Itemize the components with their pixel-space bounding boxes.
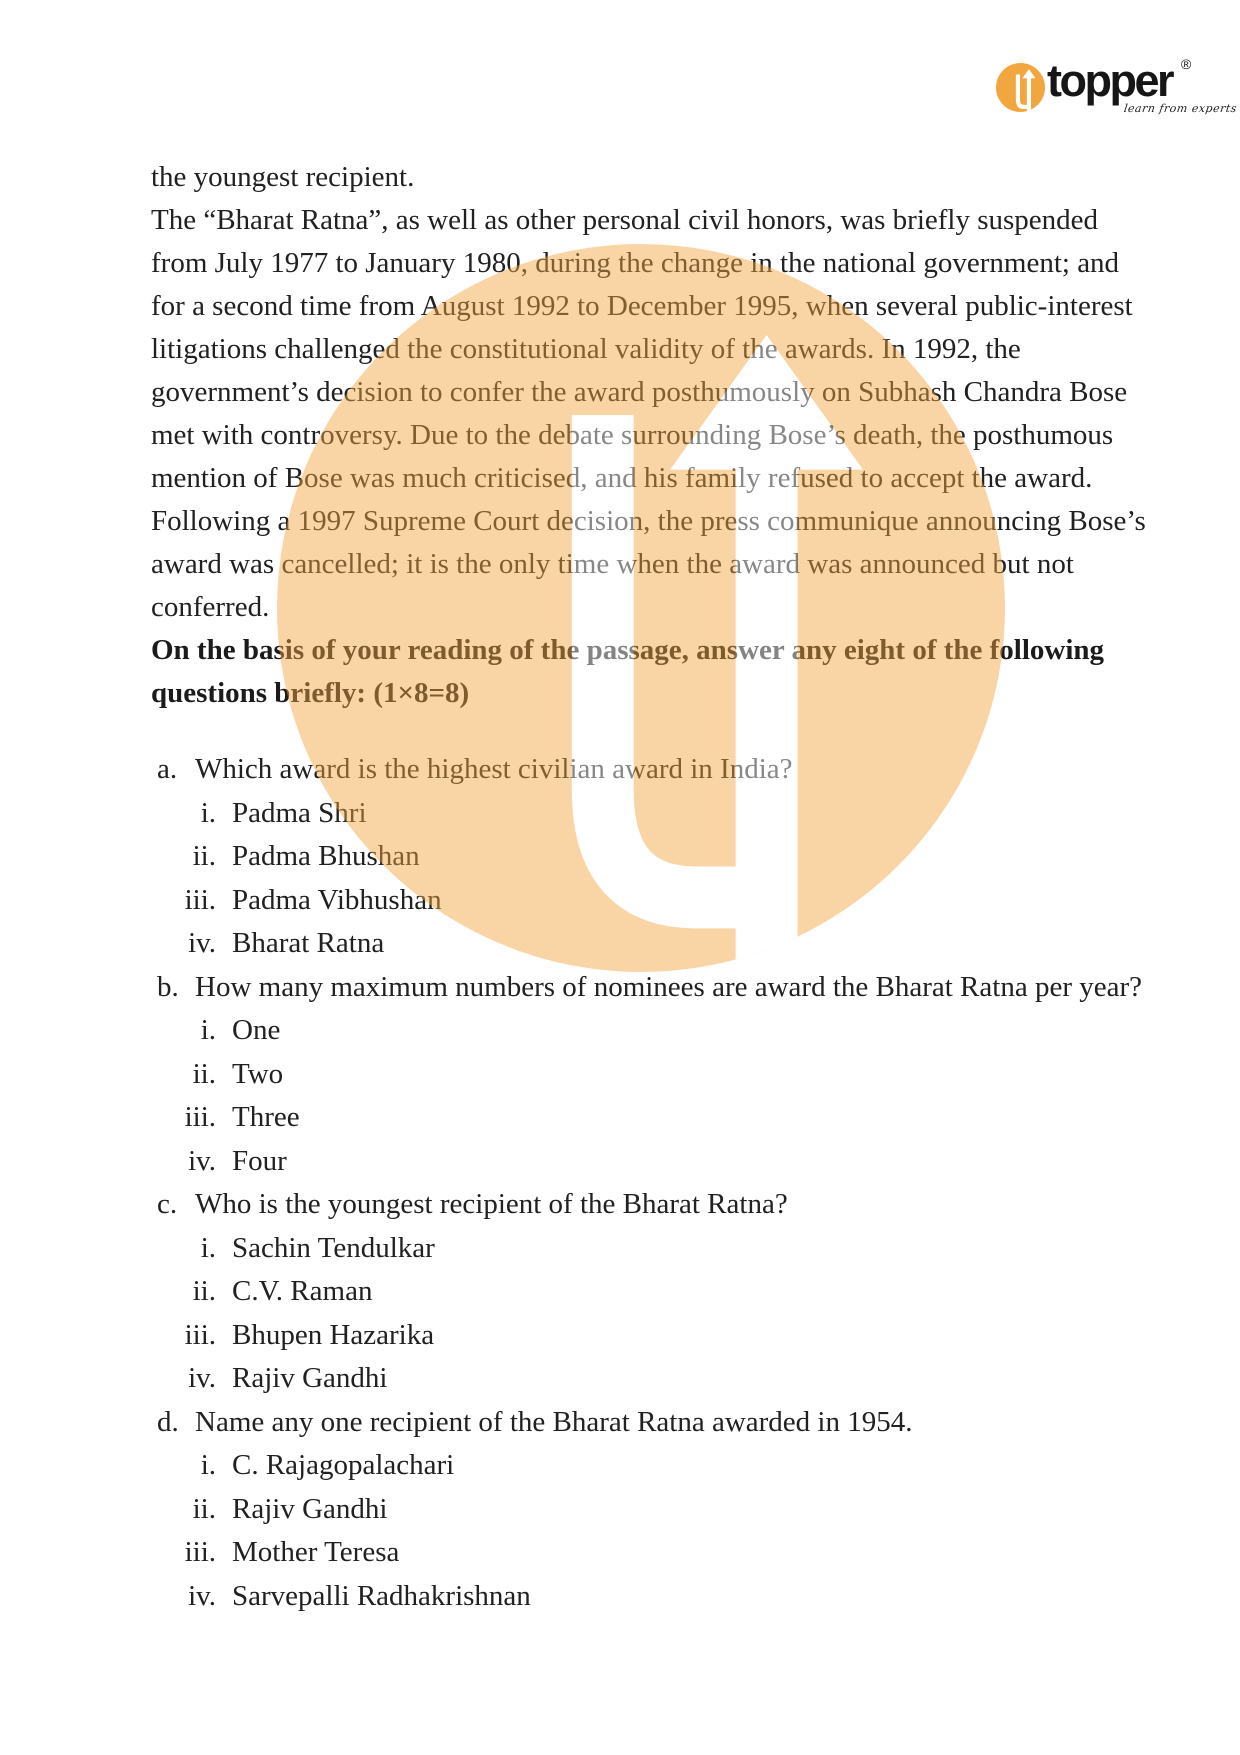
passage-line: litigations challenged the constitutional validity of the awards. In 1992, the xyxy=(151,333,1021,365)
option-text: Three xyxy=(232,1101,300,1133)
option-row xyxy=(151,1444,1161,1488)
option-text: Four xyxy=(232,1144,287,1177)
brand-tagline: learn from experts xyxy=(1123,102,1238,115)
option-numeral: i. xyxy=(200,1231,216,1264)
option-text: Bharat Ratna xyxy=(232,927,385,959)
option-numeral: ii. xyxy=(192,1275,216,1307)
passage-line: The “Bharat Ratna”, as well as other personal civil honors, was briefly suspended xyxy=(151,204,1099,236)
document-content xyxy=(151,156,1161,1618)
option-text: Sarvepalli Radhakrishnan xyxy=(232,1579,531,1612)
question-text: Name any one recipient of the Bharat Ratna awarded in 1954. xyxy=(195,1405,913,1438)
option-text: Sachin Tendulkar xyxy=(232,1231,435,1264)
option-row xyxy=(151,1096,1161,1140)
passage-line: award was cancelled; it is the only time when the award was announced but not xyxy=(151,548,1074,580)
option-text: Mother Teresa xyxy=(232,1536,400,1568)
passage-line: mention of Bose was much criticised, and his family refused to accept the award. xyxy=(151,462,1093,494)
option-row xyxy=(151,792,1161,836)
question-label: a. xyxy=(157,753,178,785)
option-numeral: iii. xyxy=(184,1536,216,1568)
option-numeral: i. xyxy=(200,796,216,829)
passage xyxy=(151,156,1161,629)
question-row xyxy=(151,1401,1161,1445)
option-numeral: iv. xyxy=(188,927,216,959)
option-row xyxy=(151,1227,1161,1271)
option-numeral: iv. xyxy=(188,1579,216,1612)
option-row xyxy=(151,1140,1161,1184)
utopper-logo-icon xyxy=(996,63,1045,112)
option-row xyxy=(151,1314,1161,1358)
option-numeral: iv. xyxy=(188,1362,216,1394)
option-text: Bhupen Hazarika xyxy=(232,1318,435,1351)
option-text: Padma Shri xyxy=(232,796,367,829)
option-row xyxy=(151,1009,1161,1053)
passage-line: government’s decision to confer the award posthumously on Subhash Chandra Bose xyxy=(151,376,1128,408)
option-numeral: i. xyxy=(200,1449,216,1481)
question-row xyxy=(151,966,1161,1010)
option-numeral: i. xyxy=(200,1014,216,1046)
registered-trademark: ® xyxy=(1181,56,1192,72)
option-text: Padma Vibhushan xyxy=(232,883,442,916)
question-label: b. xyxy=(157,970,179,1003)
passage-line: conferred. xyxy=(151,591,270,623)
option-text: Rajiv Gandhi xyxy=(232,1362,388,1394)
question-label: d. xyxy=(157,1405,179,1438)
option-row xyxy=(151,922,1161,966)
option-text: Two xyxy=(232,1057,284,1090)
question-text: How many maximum numbers of nominees are award the Bharat Ratna per year? xyxy=(195,970,1143,1003)
option-row xyxy=(151,1270,1161,1314)
option-numeral: iii. xyxy=(184,883,216,916)
option-row xyxy=(151,1531,1161,1575)
passage-line: for a second time from August 1992 to December 1995, when several public-interest xyxy=(151,290,1133,322)
option-row xyxy=(151,1357,1161,1401)
question-label: c. xyxy=(157,1188,178,1220)
option-row xyxy=(151,1575,1161,1619)
question-row xyxy=(151,1183,1161,1227)
brand-wordmark: topper xyxy=(1047,55,1172,106)
instruction-heading xyxy=(151,629,1161,715)
option-text: Padma Bhushan xyxy=(232,840,420,872)
question-row xyxy=(151,748,1161,792)
option-numeral: ii. xyxy=(192,1057,216,1090)
option-numeral: ii. xyxy=(192,840,216,872)
passage-line: Following a 1997 Supreme Court decision, the press communique announcing Bose’s xyxy=(151,505,1146,537)
option-numeral: iii. xyxy=(184,1101,216,1133)
option-row xyxy=(151,1488,1161,1532)
option-text: Rajiv Gandhi xyxy=(232,1492,388,1525)
option-numeral: iii. xyxy=(184,1318,216,1351)
option-row xyxy=(151,1053,1161,1097)
option-text: One xyxy=(232,1014,281,1046)
option-text: C. Rajagopalachari xyxy=(232,1449,455,1481)
instruction-line: questions briefly: (1×8=8) xyxy=(151,677,470,709)
option-row xyxy=(151,835,1161,879)
passage-line: the youngest recipient. xyxy=(151,161,415,193)
option-numeral: iv. xyxy=(188,1144,216,1177)
question-text: Who is the youngest recipient of the Bharat Ratna? xyxy=(195,1188,788,1220)
instruction-line: On the basis of your reading of the passage, answer any eight of the following xyxy=(151,634,1105,666)
passage-line: met with controversy. Due to the debate surrounding Bose’s death, the posthumous xyxy=(151,419,1114,451)
passage-line: from July 1977 to January 1980, during the change in the national government; and xyxy=(151,247,1120,279)
option-row xyxy=(151,879,1161,923)
option-text: C.V. Raman xyxy=(232,1275,373,1307)
question-list xyxy=(151,748,1161,1618)
option-numeral: ii. xyxy=(192,1492,216,1525)
question-text: Which award is the highest civilian award in India? xyxy=(195,753,793,785)
